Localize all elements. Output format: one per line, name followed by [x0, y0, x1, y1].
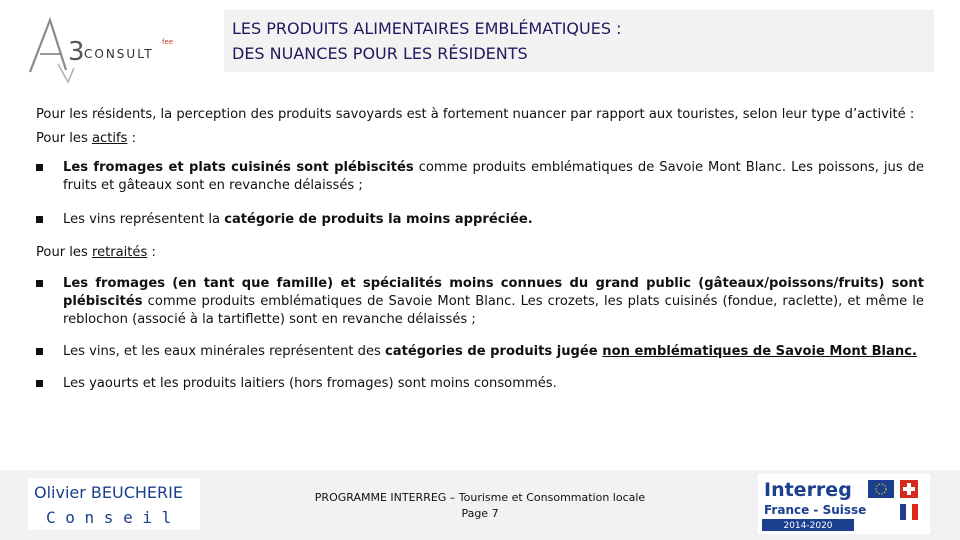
- text-segment: comme produits emblématiques de Savoie Mont Blanc. Les crozets, les plats cuisinés (fondue, raclette), et même le reblochon (associé à la tartiflette) sont en revanche délaissés ;: [63, 294, 924, 327]
- bullet-text: [63, 376, 557, 391]
- svg-text:France - Suisse: France - Suisse: [764, 503, 867, 517]
- bullet-actifs-1: [36, 159, 924, 195]
- bullet-text: [63, 344, 917, 359]
- text-segment: catégorie de produits la moins appréciée.: [224, 212, 533, 227]
- text-segment: Les fromages et plats cuisinés sont plébiscités: [63, 160, 414, 175]
- bullet-retraites-1: [36, 275, 924, 329]
- title-line-2: DES NUANCES POUR LES RÉSIDENTS: [232, 44, 528, 63]
- group-label-retraites: Pour les retraités :: [36, 245, 156, 260]
- text-segment: comme produits emblématiques de Savoie Mont Blanc. Les poissons, jus de fruits et gâteaux sont en revanche délaissés ;: [63, 160, 925, 193]
- olivier-beucherie-logo: [28, 478, 200, 530]
- footer-caption: [280, 490, 680, 522]
- bullet-text: [63, 276, 924, 327]
- interreg-logo: [758, 474, 930, 534]
- bullet-retraites-3: [36, 375, 924, 393]
- intro-paragraph: Pour les résidents, la perception des produits savoyards est à fortement nuancer par rapport aux touristes, selon leur type d’activité :: [36, 107, 915, 122]
- text-segment: Les vins: [63, 212, 116, 227]
- square-bullet-icon: [36, 348, 43, 355]
- svg-text:2014-2020: 2014-2020: [783, 521, 833, 531]
- title-line-1: LES PRODUITS ALIMENTAIRES EMBLÉMATIQUES :: [232, 19, 622, 38]
- bullet-text: [63, 160, 924, 193]
- text-segment: Les yaourts et les produits laitiers (hors fromages) sont moins consommés.: [63, 376, 557, 391]
- page-number: Page 7: [461, 507, 499, 520]
- text-segment: non emblématiques de Savoie Mont Blanc.: [602, 344, 917, 359]
- beucherie-line-1: Olivier BEUCHERIE: [34, 483, 183, 502]
- slide-body: [36, 106, 924, 393]
- bullet-actifs-2: [36, 211, 924, 229]
- svg-text:fee: fee: [162, 38, 174, 46]
- svg-text:Interreg: Interreg: [764, 479, 852, 501]
- beucherie-line-2: C o n s e i l: [46, 508, 172, 527]
- eu-flag-icon: [868, 480, 894, 498]
- square-bullet-icon: [36, 164, 43, 171]
- label-actifs: actifs: [91, 131, 128, 146]
- square-bullet-icon: [36, 380, 43, 387]
- french-flag-icon: [900, 504, 918, 520]
- label-retraites: retraités: [91, 245, 148, 260]
- bullet-retraites-2: [36, 343, 924, 361]
- bullet-text: [63, 212, 533, 227]
- text-segment: Les fromages (en tant que famille) et spécialités moins connues du grand public (gâteaux/poissons/fruits) sont plébiscités: [63, 276, 924, 309]
- svg-text:3: 3: [68, 37, 85, 67]
- group-label-actifs: Pour les actifs :: [36, 131, 136, 146]
- svg-text:CONSULT: CONSULT: [84, 47, 154, 61]
- slide-title: [224, 10, 934, 72]
- text-segment: représentent des: [264, 344, 386, 359]
- text-segment: catégories de produits jugée: [385, 344, 603, 359]
- program-name: PROGRAMME INTERREG – Tourisme et Consommation locale: [314, 491, 646, 504]
- square-bullet-icon: [36, 280, 43, 287]
- text-segment: représentent la: [115, 212, 225, 227]
- square-bullet-icon: [36, 216, 43, 223]
- text-segment: Les vins, et les eaux minérales: [63, 344, 265, 359]
- a3-consult-logo: [22, 14, 182, 84]
